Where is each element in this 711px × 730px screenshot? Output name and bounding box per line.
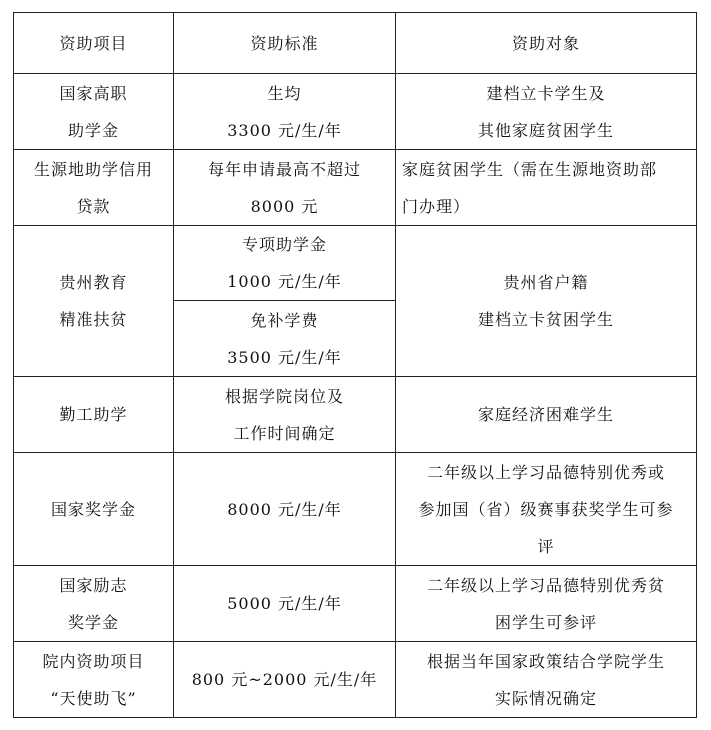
table-row xyxy=(14,453,697,566)
header-row xyxy=(14,13,697,74)
standard-cell: 5000 元/生/年 xyxy=(174,566,396,642)
item-cell: 勤工助学 xyxy=(14,377,174,453)
item-cell: 国家励志 奖学金 xyxy=(14,566,174,642)
target-cell: 二年级以上学习品德特别优秀或 参加国（省）级赛事获奖学生可参 评 xyxy=(396,453,697,566)
target-cell: 家庭经济困难学生 xyxy=(396,377,697,453)
standard-cell: 免补学费 3500 元/生/年 xyxy=(174,301,396,377)
standard-cell: 生均 3300 元/生/年 xyxy=(174,74,396,150)
item-cell: 生源地助学信用 贷款 xyxy=(14,150,174,226)
table-row xyxy=(14,377,697,453)
table-row xyxy=(14,150,697,226)
target-cell: 根据当年国家政策结合学院学生 实际情况确定 xyxy=(396,642,697,718)
item-cell: 贵州教育 精准扶贫 xyxy=(14,226,174,377)
standard-cell: 根据学院岗位及 工作时间确定 xyxy=(174,377,396,453)
table-row xyxy=(14,74,697,150)
target-cell: 建档立卡学生及 其他家庭贫困学生 xyxy=(396,74,697,150)
target-cell: 贵州省户籍 建档立卡贫困学生 xyxy=(396,226,697,377)
target-cell: 二年级以上学习品德特别优秀贫 困学生可参评 xyxy=(396,566,697,642)
table-row xyxy=(14,566,697,642)
aid-table xyxy=(13,12,697,718)
header-target: 资助对象 xyxy=(396,13,697,74)
standard-cell: 8000 元/生/年 xyxy=(174,453,396,566)
standard-cell: 每年申请最高不超过 8000 元 xyxy=(174,150,396,226)
item-cell: 院内资助项目 “天使助飞” xyxy=(14,642,174,718)
header-standard: 资助标准 xyxy=(174,13,396,74)
standard-cell: 专项助学金 1000 元/生/年 xyxy=(174,226,396,301)
standard-cell: 800 元~2000 元/生/年 xyxy=(174,642,396,718)
table-row xyxy=(14,642,697,718)
header-item: 资助项目 xyxy=(14,13,174,74)
target-cell: 家庭贫困学生（需在生源地资助部 门办理） xyxy=(396,150,697,226)
table-row xyxy=(14,226,697,301)
item-cell: 国家奖学金 xyxy=(14,453,174,566)
item-cell: 国家高职 助学金 xyxy=(14,74,174,150)
